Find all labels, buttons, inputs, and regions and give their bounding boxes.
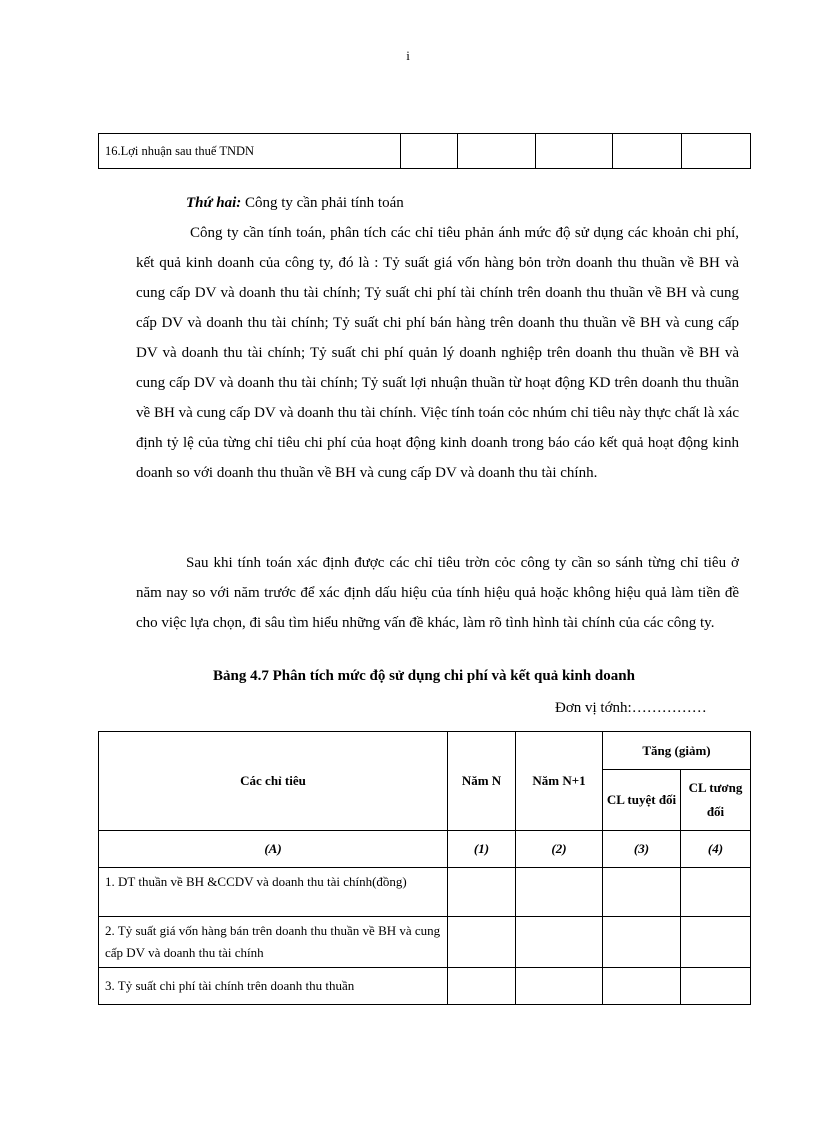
paragraph-2 [136, 548, 739, 638]
empty-cell [682, 134, 751, 169]
top-table [98, 133, 751, 169]
header-abs: CL tuyệt đối [603, 770, 681, 831]
section-heading-bold: Thứ hai: [186, 195, 242, 211]
header-year-n1: Năm N+1 [516, 732, 603, 831]
empty-cell [516, 917, 603, 968]
empty-cell [613, 134, 682, 169]
table-row [99, 968, 751, 1005]
row-label: 2. Tỷ suất giá vốn hàng bán trên doanh thu thuần về BH và cung cấp DV và doanh thu tài chính [99, 917, 448, 968]
paragraph-2-text: Sau khi tính toán xác định được các chỉ tiêu trờn cỏc công ty cần so sánh từng chỉ tiêu ở năm nay so với năm trước để xác định dấu hiệu của tính hiệu quả hoặc không hiệu quả làm tiền đề cho việc lựa chọn, đi sâu tìm hiểu những vấn đề khác, làm rõ tình hình tài chính của các công ty. [136, 555, 739, 631]
page-number: i [406, 48, 410, 63]
code-cell: (3) [603, 831, 681, 868]
empty-cell [448, 968, 516, 1005]
empty-cell [401, 134, 458, 169]
paragraph-1 [136, 218, 739, 488]
empty-cell [681, 868, 751, 917]
empty-cell [536, 134, 613, 169]
header-change: Tăng (giảm) [603, 732, 751, 770]
table-row [99, 868, 751, 917]
table-row [99, 917, 751, 968]
header-indicators: Các chỉ tiêu [99, 732, 448, 831]
unit-label: Đơn vị tớnh:…………… [555, 700, 707, 716]
code-cell: (4) [681, 831, 751, 868]
empty-cell [516, 868, 603, 917]
empty-cell [448, 868, 516, 917]
empty-cell [603, 917, 681, 968]
header-row [99, 732, 751, 770]
row-label: 3. Tỷ suất chi phí tài chính trên doanh thu thuần [99, 968, 448, 1005]
empty-cell [603, 968, 681, 1005]
code-row [99, 831, 751, 868]
header-rel: CL tương đối [681, 770, 751, 831]
code-cell: (A) [99, 831, 448, 868]
row-label: 16.Lợi nhuận sau thuế TNDN [99, 134, 401, 169]
analysis-table [98, 731, 751, 1005]
code-cell: (2) [516, 831, 603, 868]
row-label: 1. DT thuần về BH &CCDV và doanh thu tài chính(đồng) [99, 868, 448, 917]
section-heading [136, 188, 739, 218]
empty-cell [603, 868, 681, 917]
code-cell: (1) [448, 831, 516, 868]
table-row [99, 134, 751, 169]
table-title: Bảng 4.7 Phân tích mức độ sử dụng chi phí và kết quả kinh doanh [213, 668, 635, 684]
empty-cell [681, 968, 751, 1005]
empty-cell [681, 917, 751, 968]
empty-cell [448, 917, 516, 968]
empty-cell [458, 134, 536, 169]
paragraph-1-text: Công ty cần tính toán, phân tích các chỉ tiêu phản ánh mức độ sử dụng các khoản chi phí, kết quả kinh doanh của công ty, đó là : Tỷ suất giá vốn hàng bỏn trờn doanh thu thuần về BH và cung cấp DV và doanh thu tài chính; Tỷ suất chi phí tài chính trên doanh thu thuần về BH và cung cấp DV và doanh thu tài chính; Tỷ suất chi phí bán hàng trên doanh thu thuần về BH và cung cấp DV và doanh thu tài chính; Tỷ suất chi phí quản lý doanh nghiệp trên doanh thu thuần về BH và cung cấp DV và doanh thu tài chính; Tỷ suất lợi nhuận thuần từ hoạt động KD trên doanh thu thuần về BH và cung cấp DV và doanh thu tài chính. Việc tính toán cỏc nhúm chỉ tiêu này thực chất là xác định tỷ lệ của từng chỉ tiêu chi phí của hoạt động kinh doanh trong báo cáo kết quả hoạt động kinh doanh so với doanh thu thuần về BH và cung cấp DV và doanh thu tài chính. [136, 225, 739, 481]
header-year-n: Năm N [448, 732, 516, 831]
empty-cell [516, 968, 603, 1005]
section-heading-text: Công ty cần phải tính toán [241, 195, 404, 211]
